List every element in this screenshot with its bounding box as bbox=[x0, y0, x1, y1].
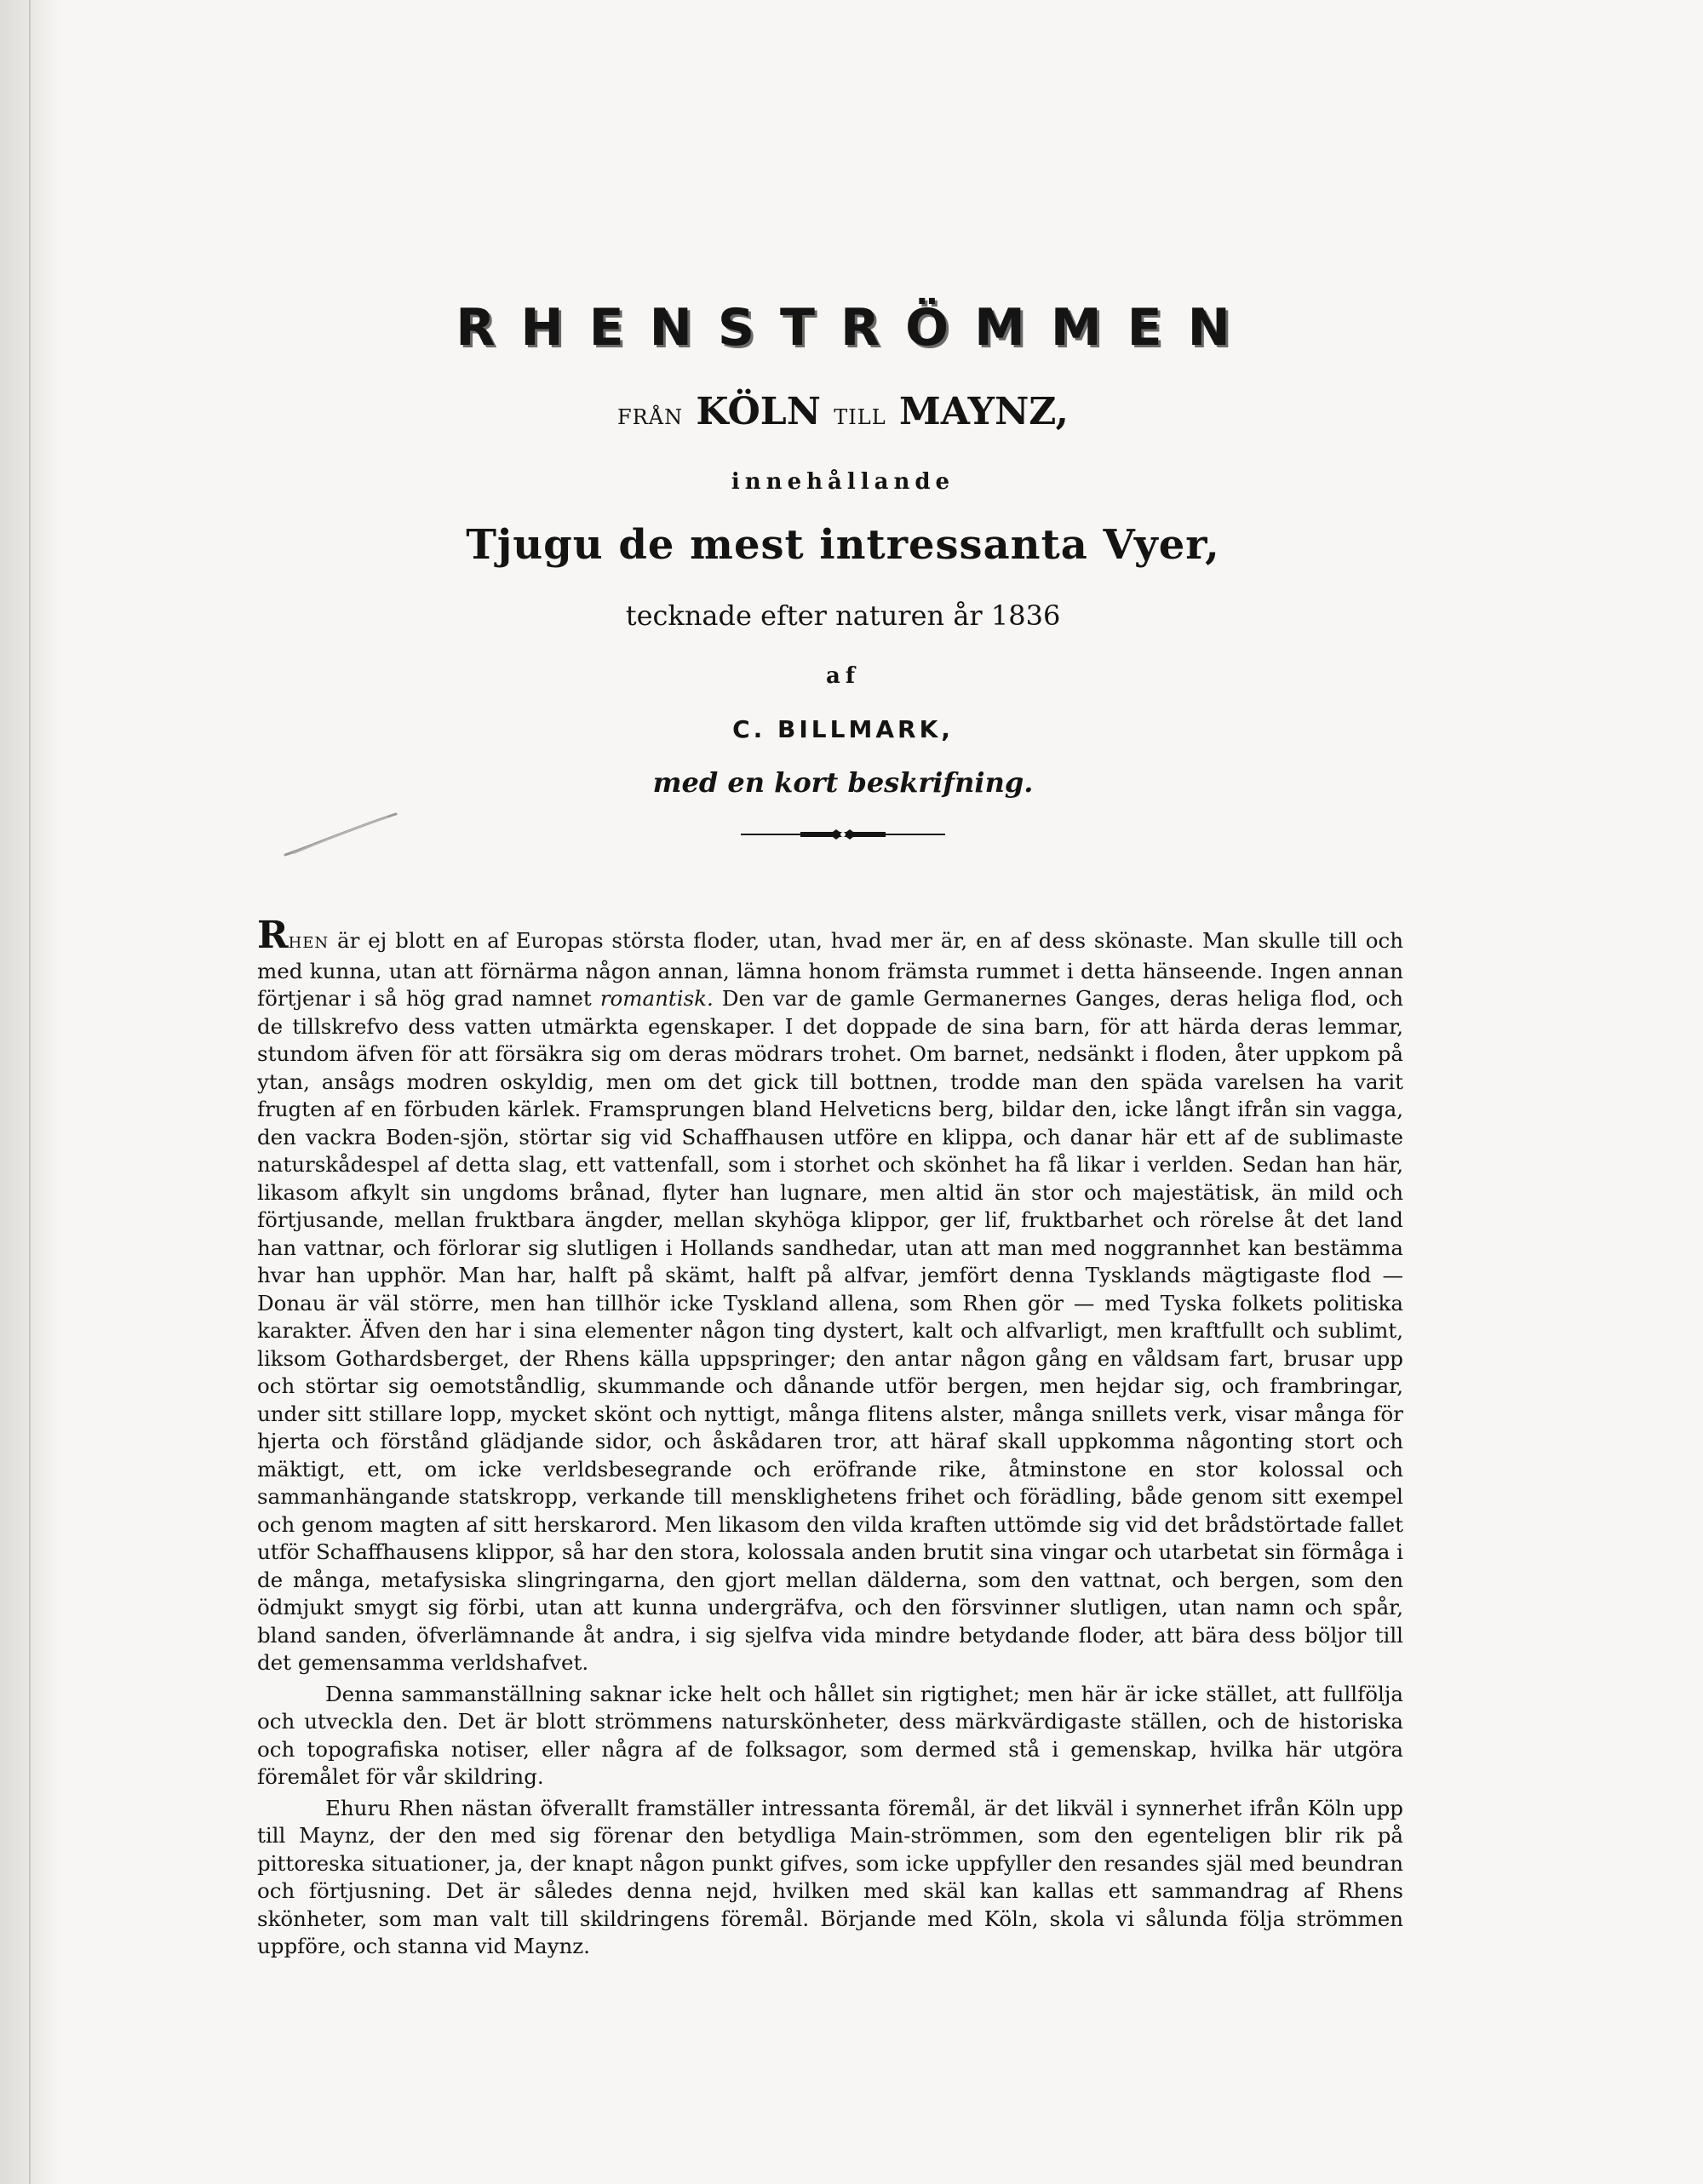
route-from-word: FRÅN bbox=[617, 405, 684, 429]
page-gutter bbox=[0, 0, 61, 2184]
emphasis-word: romantisk. bbox=[599, 986, 714, 1011]
author-name: C. BILLMARK, bbox=[732, 715, 954, 743]
title-block bbox=[247, 289, 1439, 841]
route-from-city: KÖLN bbox=[696, 390, 821, 433]
paragraph-1 bbox=[257, 914, 1403, 1677]
views-line: Tjugu de mest intressanta Vyer, bbox=[466, 521, 1220, 569]
route-line bbox=[247, 387, 1439, 443]
paragraph-1-text: är ej blott en af Europas största floder, utan, hvad mer är, en af dess skönaste. Man skulle till och med kunna, utan att förnärma någon annan, lämna honom främsta rummet i detta hänseende. Ingen annan förtjenar i så hög grad namnet bbox=[257, 928, 1403, 1011]
smallcaps-start: HEN bbox=[288, 934, 330, 952]
subtitle: med en kort beskrifning. bbox=[652, 766, 1034, 799]
paragraph-1-text-cont: Den var de gamle Germanernes Ganges, deras heliga flod, och de tillskrefvo dess vatten utmärkta egenskaper. I det doppade de sina barn, för att härda deras lemmar, stundom äfven för att försäkra sig om deras mödrars trohet. Om barnet, nedsänkt i floden, åter uppkom på ytan, ansågs modren oskyldig, men om det gick till bottnen, trodde man den späda varelsen ha varit frugten af en förbuden kärlek. Framsprungen bland Helveticns berg, bildar den, icke långt ifrån sin vagga, den vackra Boden-sjön, störtar sig vid Schaffhausen utföre en klippa, och danar här ett af de sublimaste naturskådespel af detta slag, ett vattenfall, som i storhet och skönhet ha få likar i verlden. Sedan han här, likasom afkylt sin ungdoms brånad, flyter han lugnare, men altid än stor och majestätisk, än mild och förtjusande, mellan fruktbara ängder, mellan skyhöga klippor, ger lif, fruktbarhet och rörelse åt det land han vattnar, och förlorar sig slutligen i Hollands sandhedar, utan att man med noggrannhet kan bestämma hvar han upphör. Man har, halft på skämt, halft på alfvar, jemfört denna Tysklands mägtigaste flod — Donau är väl större, men han tillhör icke Tyskland allena, som Rhen gör — med Tyska folkets politiska karakter. Äfven den har i sina elementer någon ting dystert, kalt och alfvarligt, men kraftfullt och sublimt, liksom Gothardsberget, der Rhens källa uppspringer; den antar någon gång en våldsam fart, brusar upp och störtar sig oemotståndlig, skummande och dånande utför bergen, men hejdar sig, och frambringar, under sitt stillare lopp, mycket skönt och nyttigt, många flitens alster, många snillets verk, visar många för hjerta och förstånd glädjande sidor, och åskådaren tror, att häraf skall uppkomma någonting stort och mäktigt, ett, om icke verldsbesegrande och eröfrande rike, åtminstone en stor kolossal och sammanhängande statskropp, verkande till mensklighetens frihet och förädling, både genom sitt exempel och genom magten af sitt herskarord. Men likasom den vilda kraften uttömde sig vid det brådstörtade fallet utför Schaffhausens klippor, så har den stora, kolossala anden brutit sina vingar och utarbetat sin förmåga i de många, metafysiska slingringarna, den gjort mellan dälderna, som den vattnat, och bergen, som den ödmjukt smygt sig förbi, utan att kunna undergräfva, och den försvinner slutligen, utan namn och spår, bland sanden, öfverlämnande åt andra, i sig sjelfva vida mindre betydande floder, att bära dess böljor till det gemensamma verldshafvet. bbox=[257, 986, 1403, 1675]
route-to-city: MAYNZ, bbox=[899, 390, 1069, 433]
main-title: RHENSTRÖMMEN bbox=[456, 298, 1256, 358]
binding-line bbox=[29, 0, 31, 2184]
paragraph-3: Ehuru Rhen nästan öfverallt framställer intressanta föremål, är det likväl i synnerhet ifrån Köln upp till Maynz, der den med sig förenar den betydliga Main-strömmen, som den egenteligen blir rik på pittoreska situationer, ja, der knapt någon punkt gifves, som icke uppfyller den resandes själ med beundran och förtjusning. Det är således denna nejd, hvilken med skäl kan kallas ett sammandrag af Rhens skönheter, som man valt till skildringens föremål. Börjande med Köln, skola vi sålunda följa strömmen uppföre, och stanna vid Maynz. bbox=[257, 1795, 1403, 1958]
drop-cap: R bbox=[257, 914, 289, 957]
paragraph-2: Denna sammanställning saknar icke helt och hållet sin rigtighet; men här är icke stället, att fullfölja och utveckla den. Det är blott strömmens naturskönheter, dess märkvärdigaste ställen, och de historiska och topografiska notiser, eller några af de folksagor, som dermed stå i gemenskap, hvilka här utgöra föremålet för vår skildring. bbox=[257, 1681, 1403, 1789]
drawn-line: tecknade efter naturen år 1836 bbox=[625, 599, 1061, 632]
ornament-divider bbox=[741, 828, 945, 841]
route-to-word: TILL bbox=[834, 405, 886, 429]
by-line: af bbox=[825, 663, 861, 689]
description-text bbox=[257, 914, 1403, 1961]
containing-line: innehållande bbox=[731, 469, 955, 495]
